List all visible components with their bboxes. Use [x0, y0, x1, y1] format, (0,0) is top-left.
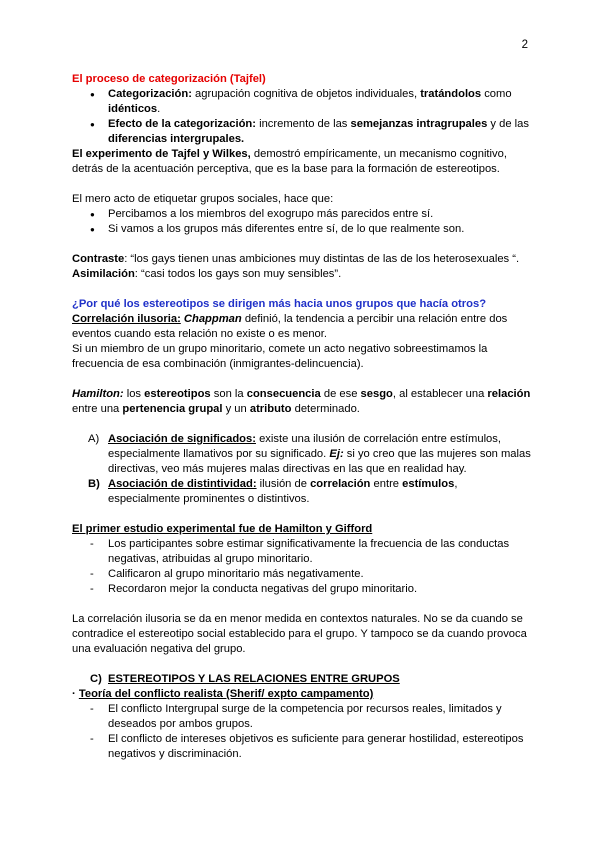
tajfel-wilkes-paragraph: El experimento de Tajfel y Wilkes, demostró empíricamente, un mecanismo cognitivo, detrás de la acentuación perceptiva, que es la base para la formación de estereotipos.	[72, 148, 507, 175]
illusory-correlation-paragraph: Correlación ilusoria: Chappman definió, la tendencia a percibir una relación entre dos eventos cuando esta relación no existe o es menor.	[72, 313, 508, 340]
conflict-list	[72, 702, 532, 762]
realistic-conflict-heading: · Teoría del conflicto realista (Sherif/ expto campamento)	[72, 688, 374, 700]
illusory-conditions-paragraph: La correlación ilusoria se da en menor medida en contextos naturales. No se da cuando se contradice el estereotipo social establecido para el grupo. Y tampoco se da cuando provoca una evaluación negativa del grupo.	[72, 613, 527, 655]
assimilation-line: Asimilación: “casi todos los gays son muy sensibles”.	[72, 268, 342, 280]
section-c-heading: C) ESTEREOTIPOS Y LAS RELACIONES ENTRE GRUPOS	[90, 673, 400, 685]
list-item: - Calificaron al grupo minoritario más negativamente.	[72, 567, 532, 582]
list-item: - El conflicto de intereses objetivos es suficiente para generar hostilidad, estereotipos negativos y discriminación.	[72, 732, 532, 762]
categorization-list	[72, 87, 532, 147]
list-item: - Los participantes sobre estimar significativamente la frecuencia de las conductas negativas, atribuidas al grupo minoritario.	[72, 537, 532, 567]
categorization-heading: El proceso de categorización (Tajfel)	[72, 73, 266, 85]
page-number: 2	[521, 39, 528, 51]
study-list	[72, 537, 532, 597]
list-item: - El conflicto Intergrupal surge de la competencia por recursos reales, limitados y deseados por ambos grupos.	[72, 702, 532, 732]
list-item: ● Categorización: agrupación cognitiva de objetos individuales, tratándolos como idénticos.	[72, 87, 532, 117]
document-body	[72, 72, 532, 762]
hamilton-paragraph: Hamilton: los estereotipos son la consecuencia de ese sesgo, al establecer una relación entre una pertenencia grupal y un atributo determinado.	[72, 388, 531, 415]
list-item: B) Asociación de distintividad: ilusión de correlación entre estímulos, especialmente prominentes o distintivos.	[88, 478, 458, 505]
minority-paragraph: Si un miembro de un grupo minoritario, comete un acto negativo sobreestimamos la frecuencia de esa combinación (inmigrantes-delincuencia).	[72, 343, 488, 370]
list-item: ● Efecto de la categorización: incremento de las semejanzas intragrupales y de las diferencias intergrupales.	[72, 117, 532, 147]
labeling-intro: El mero acto de etiquetar grupos sociales, hace que:	[72, 193, 334, 205]
list-item: ● Si vamos a los grupos más diferentes entre sí, de lo que realmente son.	[72, 222, 532, 237]
association-list	[72, 432, 532, 507]
study-heading: El primer estudio experimental fue de Hamilton y Gifford	[72, 523, 373, 535]
list-item: ● Percibamos a los miembros del exogrupo más parecidos entre sí.	[72, 207, 532, 222]
contrast-line: Contraste: “los gays tienen unas ambiciones muy distintas de las de los heterosexuales “.	[72, 253, 520, 265]
list-item: A) Asociación de significados: existe una ilusión de correlación entre estímulos, especialmente llamativos por su significado. Ej: si yo creo que las mujeres son malas directivas, veo más mujeres malas directivas en las que en realidad hay.	[88, 433, 531, 475]
labeling-list	[72, 207, 532, 237]
list-item: - Recordaron mejor la conducta negativas del grupo minoritario.	[72, 582, 532, 597]
why-question-heading: ¿Por qué los estereotipos se dirigen más hacia unos grupos que hacía otros?	[72, 298, 487, 310]
